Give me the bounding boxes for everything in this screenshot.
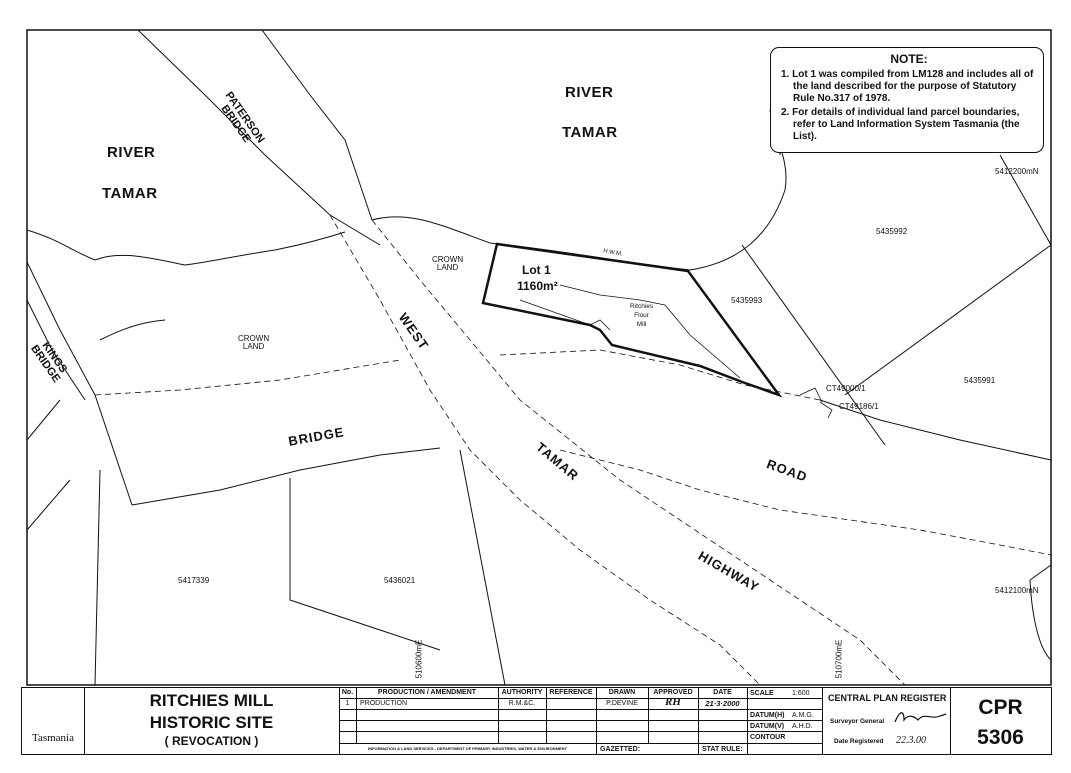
contour-label: CONTOUR	[750, 734, 786, 741]
title-reference: CT49186/1	[839, 402, 879, 411]
plan-subtitle: ( REVOCATION )	[164, 734, 259, 748]
parcel-boundary	[742, 245, 885, 445]
grid-easting: 510600mE	[414, 639, 424, 679]
register-label: CENTRAL PLAN REGISTER	[828, 693, 947, 703]
road-edge	[262, 30, 372, 220]
datum-h-value: A.M.G.	[792, 712, 814, 719]
crown-land-label: CROWN LAND	[432, 255, 464, 272]
parcel-boundary	[845, 245, 1051, 395]
col-header: DATE	[713, 689, 732, 696]
parcel-number: 5435993	[731, 296, 763, 305]
road-name-tamar: TAMAR	[533, 439, 582, 484]
parcel-boundary	[27, 480, 70, 530]
gazetted-label: GAZETTED:	[600, 746, 641, 753]
parcel-number: 5417339	[178, 576, 210, 585]
lot-name: Lot 1	[522, 263, 551, 277]
plan-title: HISTORIC SITE	[149, 713, 274, 732]
parcel-boundary	[100, 320, 165, 340]
stat-rule-label: STAT RULE:	[702, 746, 743, 753]
mill-building	[560, 285, 740, 378]
river-label: RIVER	[107, 144, 156, 161]
dept-footer: INFORMATION & LAND SERVICES - DEPARTMENT OF PRIMARY INDUSTRIES, WATER & ENVIRONMENT	[368, 746, 567, 751]
row-cell: P.DEVINE	[606, 700, 638, 707]
road-boundary	[560, 450, 1051, 555]
river-label: TAMAR	[562, 124, 618, 141]
org-name: Tasmania	[32, 732, 74, 744]
road-edge	[132, 448, 440, 505]
crown-land-label: CROWN LAND	[238, 334, 270, 351]
road-boundary	[372, 220, 908, 685]
bridge-road-label: BRIDGE	[287, 424, 346, 449]
cpr-label: CPR	[978, 696, 1023, 719]
grid-northing: 5412100mN	[995, 586, 1039, 595]
plan-title: RITCHIES MILL	[149, 691, 274, 710]
parcel-number: 5435991	[964, 376, 996, 385]
row-cell: R.M.&C.	[508, 700, 536, 707]
note-item: 1. Lot 1 was compiled from LM128 and includes all of the land described for the purpose of Statutory Rule No.317 of 1978.	[781, 69, 1034, 104]
grid-northing: 5412200mN	[995, 167, 1039, 176]
date-registered-label: Date Registered	[834, 738, 884, 745]
title-reference: CT49000/1	[826, 384, 866, 393]
parcel-number: 5436021	[384, 576, 416, 585]
parcel-boundary	[27, 400, 60, 440]
river-label: TAMAR	[102, 185, 158, 202]
note-box	[770, 47, 1044, 153]
approved-initials: RH	[665, 696, 681, 708]
river-edge	[27, 230, 345, 265]
col-header: AUTHORITY	[501, 689, 543, 696]
row-cell: 1	[345, 700, 350, 707]
title-block	[21, 687, 1052, 755]
hwm-label: H.W.M.	[602, 248, 624, 258]
river-label: RIVER	[565, 84, 614, 101]
row-cell: 21·3·2000	[705, 699, 740, 708]
datum-h-label: DATUM(H)	[750, 712, 785, 719]
col-header: REFERENCE	[549, 689, 593, 696]
cpr-number: 5306	[977, 726, 1024, 749]
parcel-number: 5435992	[876, 227, 908, 236]
col-header: PRODUCTION / AMENDMENT	[377, 689, 477, 696]
row-cell: PRODUCTION	[360, 700, 408, 707]
col-header: DRAWN	[608, 689, 636, 696]
road-edge	[27, 262, 132, 505]
parcel-boundary	[460, 450, 505, 685]
scale-value: 1:600	[792, 690, 810, 697]
parcel-boundary	[95, 470, 100, 685]
grid-easting: 510700mE	[834, 639, 844, 679]
scale-label: SCALE	[750, 690, 774, 697]
col-header: APPROVED	[653, 689, 693, 696]
surveyor-signature-icon	[892, 708, 948, 728]
road-boundary	[95, 360, 400, 395]
datum-v-label: DATUM(V)	[750, 723, 785, 730]
note-item: 2. For details of individual land parcel boundaries, refer to Land Information System Tasmania (the List).	[781, 107, 1020, 142]
lot-area: 1160m²	[517, 279, 558, 293]
note-title: NOTE:	[890, 52, 928, 66]
mill-label: Ritchies Flour Mill	[630, 303, 654, 328]
paterson-bridge-label: PATERSON BRIDGE	[218, 89, 267, 146]
col-header: No.	[341, 689, 354, 696]
parcel-boundary	[1030, 565, 1051, 580]
surveyor-general-label: Surveyor General	[830, 718, 885, 725]
datum-v-value: A.H.D.	[792, 723, 813, 730]
kings-bridge-label: KINGS BRIDGE	[28, 339, 70, 385]
road-name-highway: HIGHWAY	[695, 548, 763, 595]
road-name-west: WEST	[395, 310, 432, 353]
date-registered-value: 22.3.00	[896, 735, 926, 746]
road-name-road: ROAD	[764, 456, 810, 485]
